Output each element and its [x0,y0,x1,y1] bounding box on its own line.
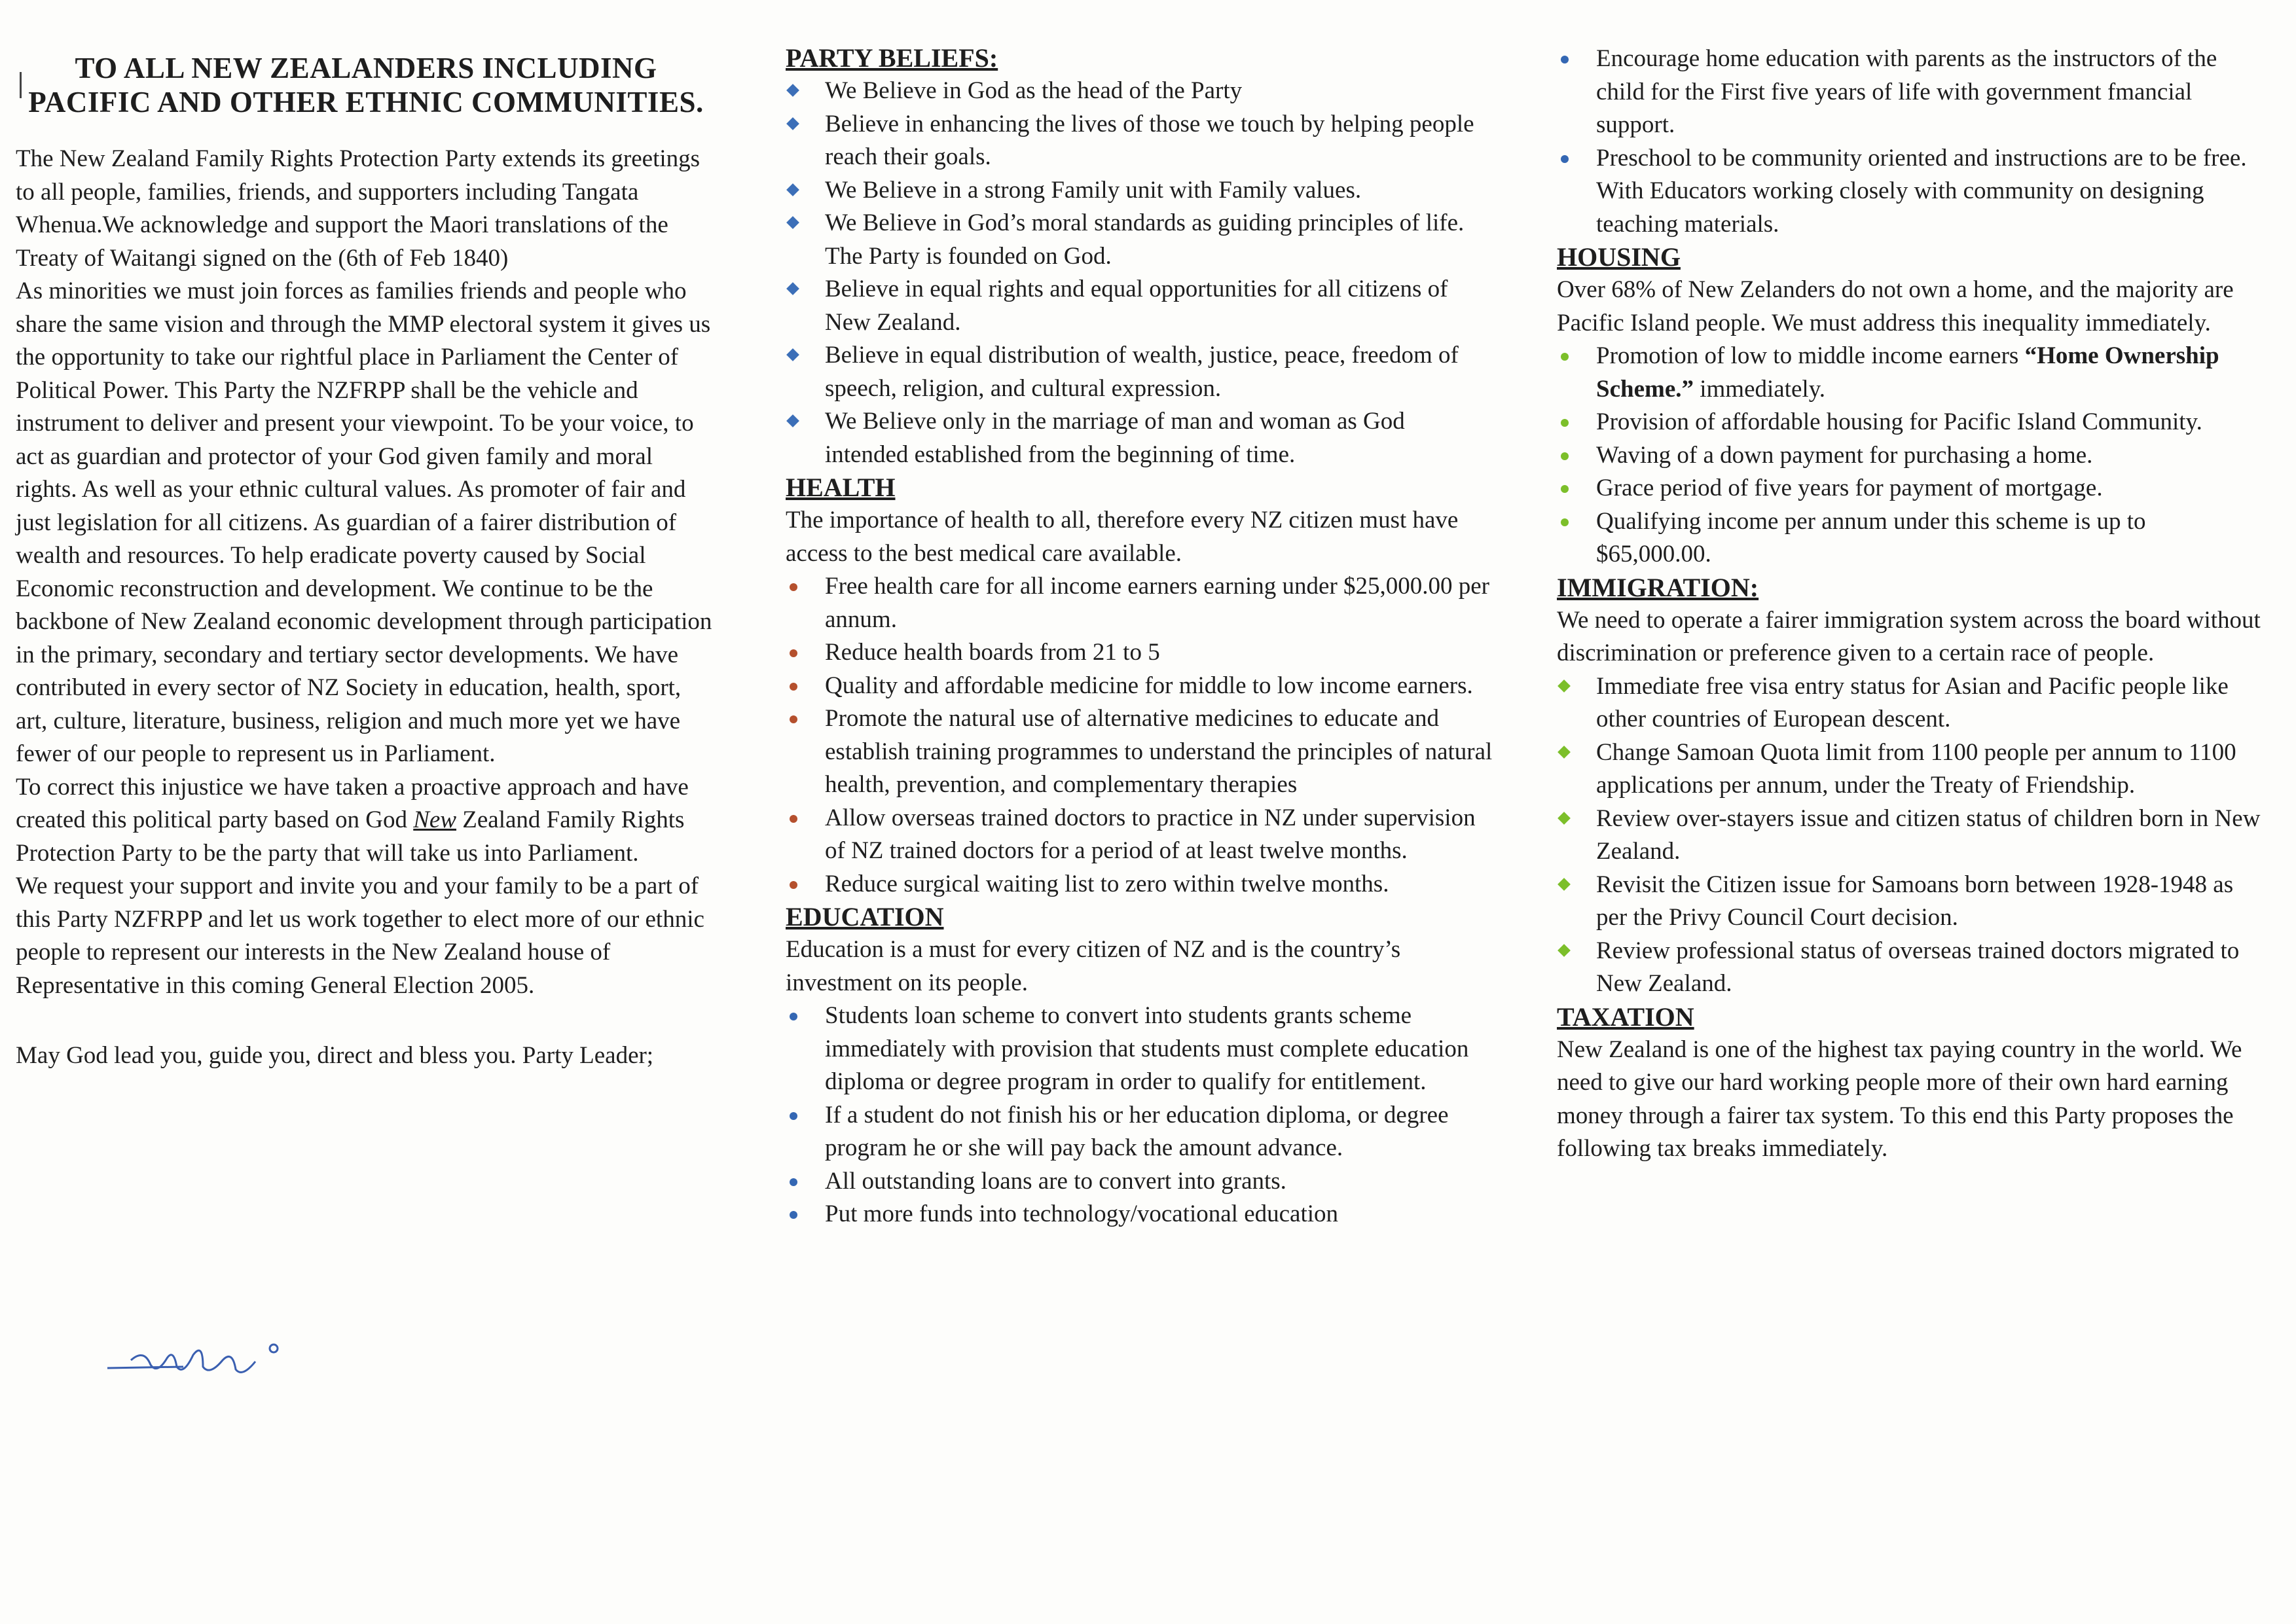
education-text: If a student do not finish his or her education diploma, or degree program he or she will pay back the amount advance. [825,1101,1449,1161]
immigration-text: Review professional status of overseas trained doctors migrated to New Zealand. [1596,937,2240,997]
list-item [1557,406,2264,439]
list-item [786,1099,1493,1165]
red-bullet-icon [790,583,797,591]
immigration-intro: We need to operate a fairer immigration system across the board without discrimination or preference given to a certain race of people. [1557,606,2261,666]
health-text: Reduce health boards from 21 to 5 [825,639,1160,666]
education-text: Preschool to be community oriented and instructions are to be free. With Educators working closely with community on designing teaching materials. [1596,144,2247,238]
health-intro: The importance of health to all, therefore every NZ citizen must have access to the best medical care available. [786,507,1459,567]
belief-text: We Believe only in the marriage of man and woman as God intended established from the beginning of time. [825,408,1405,468]
immigration-text: Review over-stayers issue and citizen status of children born in New Zealand. [1596,804,2261,865]
policy-column-2 [786,0,1493,1231]
list-item [786,1165,1493,1199]
education-list [786,1000,1493,1231]
party-leader-signature [105,1335,288,1388]
green-diamond-bullet-icon [1558,679,1571,693]
housing-text: Waving of a down payment for purchasing a home. [1596,441,2093,469]
green-bullet-icon [1561,485,1569,493]
red-bullet-icon [790,649,797,657]
green-diamond-bullet-icon [1558,812,1571,825]
list-item [1557,43,2264,142]
title-line-1: TO ALL NEW ZEALANDERS INCLUDING [75,52,657,84]
list-item [786,75,1493,108]
list-item [786,802,1493,868]
belief-text: Believe in equal distribution of wealth, justice, peace, freedom of speech, religion, and cultural expression. [825,342,1459,402]
home-ownership-scheme: “Home Ownership Scheme.” [1596,342,2219,403]
list-item [786,636,1493,670]
education-text: Students loan scheme to convert into students grants scheme immediately with provision that students must complete education diploma or degree program in order to qualify for entitlement. [825,1002,1469,1095]
diamond-bullet-icon [786,117,799,130]
diamond-bullet-icon [786,282,799,295]
blue-bullet-icon [1561,155,1569,163]
green-bullet-icon [1561,353,1569,361]
housing-heading: HOUSING [1557,242,1681,272]
intro-column [16,0,716,1077]
health-text: Free health care for all income earners earning under $25,000.00 per annum. [825,573,1490,633]
list-item [786,207,1493,273]
party-beliefs-heading: PARTY BELIEFS: [786,43,998,73]
green-diamond-bullet-icon [1558,746,1571,759]
intro-paragraph-2: As minorities we must join forces as families friends and people who share the same vision and through the MMP electoral system it gives us the opportunity to take our rightful place in Parliament the Center of Political Power. This Party the NZFRPP shall be the vehicle and instrument to deliver and present your viewpoint. To be your voice, to act as guardian and protector of your God given family and moral rights. As well as your ethnic cultural values. As promoter of fair and just legislation for all citizens. As guardian of a fairer distribution of wealth and resources. To help eradicate poverty caused by Social Economic reconstruction and development. We continue to be the backbone of New Zealand economic development through participation in the primary, secondary and tertiary sector developments. We have contributed in every sector of NZ Society in education, health, sport, art, culture, literature, business, religion and much more yet we have fewer of our people to represent us in Parliament. [16,278,712,767]
party-beliefs-list [786,75,1493,471]
taxation-intro: New Zealand is one of the highest tax paying country in the world. We need to give our hard working people more of their own hard earning money through a fairer tax system. To this end this Party proposes the following tax breaks immediately. [1557,1036,2242,1162]
red-bullet-icon [790,815,797,823]
housing-text: Promotion of low to middle income earners [1596,342,2025,369]
intro-paragraph-3 [16,771,716,871]
para3-end: Zealand Family Rights Protection Party to be the party that will take us into Parliament. [16,806,685,867]
list-item [786,174,1493,208]
diamond-bullet-icon [786,183,799,196]
belief-text: Believe in equal rights and equal opportunities for all citizens of New Zealand. [825,276,1448,336]
list-item [1557,142,2264,242]
list-item [786,339,1493,405]
health-heading: HEALTH [786,473,896,502]
diamond-bullet-icon [786,84,799,97]
belief-text: We Believe in God as the head of the Party [825,77,1243,104]
list-item [786,108,1493,174]
housing-list [1557,340,2264,571]
green-bullet-icon [1561,518,1569,526]
title-line-2: PACIFIC AND OTHER ETHNIC COMMUNITIES. [28,86,704,118]
blue-bullet-icon [1561,56,1569,63]
diamond-bullet-icon [786,216,799,229]
belief-text: We Believe in a strong Family unit with Family values. [825,176,1362,204]
education-list-continued [1557,43,2264,241]
immigration-text: Change Samoan Quota limit from 1100 people per annum to 1100 applications per annum, under the Treaty of Friendship. [1596,738,2236,799]
housing-text: immediately. [1694,375,1826,403]
housing-text: Qualifying income per annum under this scheme is up to $65,000.00. [1596,507,2146,568]
education-text: All outstanding loans are to convert into grants. [825,1167,1286,1195]
list-item [786,570,1493,636]
list-item [786,1000,1493,1099]
list-item [1557,340,2264,406]
red-bullet-icon [790,881,797,889]
para3-emphasis: New [413,806,457,833]
housing-intro: Over 68% of New Zelanders do not own a home, and the majority are Pacific Island people. We must address this inequality immediately. [1557,276,2234,336]
immigration-list [1557,670,2264,1001]
list-item [786,1198,1493,1231]
health-list [786,570,1493,901]
para3-start: To correct this injustice we have taken a proactive approach and have created this political party based on God [16,773,689,833]
blue-bullet-icon [790,1013,797,1020]
green-diamond-bullet-icon [1558,944,1571,957]
health-text: Reduce surgical waiting list to zero within twelve months. [825,870,1389,897]
list-item [1557,935,2264,1001]
health-text: Allow overseas trained doctors to practice in NZ under supervision of NZ trained doctors for a period of at least twelve months. [825,804,1476,864]
education-text: Put more funds into technology/vocational education [825,1200,1339,1227]
immigration-text: Revisit the Citizen issue for Samoans born between 1928-1948 as per the Privy Council Court decision. [1596,871,2234,931]
list-item [786,273,1493,339]
intro-paragraph-4: We request your support and invite you and your family to be a part of this Party NZFRPP and let us work together to elect more of our ethnic people to represent our interests in the New Zealand house of Representative in this coming General Election 2005. [16,873,704,999]
list-item [1557,472,2264,505]
scan-edge-mark [20,72,24,98]
diamond-bullet-icon [786,414,799,427]
list-item [1557,505,2264,571]
immigration-heading: IMMIGRATION: [1557,572,1759,602]
red-bullet-icon [790,715,797,723]
blue-bullet-icon [790,1178,797,1186]
green-bullet-icon [1561,452,1569,460]
education-text: Encourage home education with parents as the instructors of the child for the First five years of life with government fmancial support. [1596,45,2217,138]
green-bullet-icon [1561,419,1569,427]
education-heading: EDUCATION [786,902,944,931]
diamond-bullet-icon [786,348,799,361]
belief-text: Believe in enhancing the lives of those we touch by helping people reach their goals. [825,110,1474,170]
housing-text: Grace period of five years for payment of mortgage. [1596,475,2103,501]
policy-column-3 [1557,0,2264,1166]
health-text: Quality and affordable medicine for middle to low income earners. [825,672,1473,699]
list-item [786,405,1493,471]
education-intro: Education is a must for every citizen of NZ and is the country’s investment on its people. [786,936,1401,996]
belief-text: We Believe in God’s moral standards as guiding principles of life. The Party is founded on God. [825,209,1465,270]
list-item [1557,670,2264,736]
health-text: Promote the natural use of alternative medicines to educate and establish training programmes to understand the principles of natural health, prevention, and complementary therapies [825,705,1493,798]
list-item [1557,869,2264,935]
list-item [1557,439,2264,473]
list-item [1557,803,2264,869]
green-diamond-bullet-icon [1558,878,1571,891]
list-item [786,868,1493,901]
blue-bullet-icon [790,1211,797,1219]
immigration-text: Immediate free visa entry status for Asian and Pacific people like other countries of European descent. [1596,672,2229,732]
page-title [16,51,716,119]
blue-bullet-icon [790,1112,797,1120]
list-item [786,670,1493,703]
list-item [786,702,1493,802]
intro-paragraph-1: The New Zealand Family Rights Protection Party extends its greetings to all people, families, friends, and supporters including Tangata Whenua.We acknowledge and support the Maori translations of the Treaty of Waitangi signed on the (6th of Feb 1840) [16,145,701,272]
red-bullet-icon [790,683,797,691]
list-item [1557,736,2264,803]
housing-text: Provision of affordable housing for Pacific Island Community. [1596,408,2202,435]
closing-blessing: May God lead you, guide you, direct and bless you. Party Leader; [16,1042,654,1069]
taxation-heading: TAXATION [1557,1001,1694,1032]
